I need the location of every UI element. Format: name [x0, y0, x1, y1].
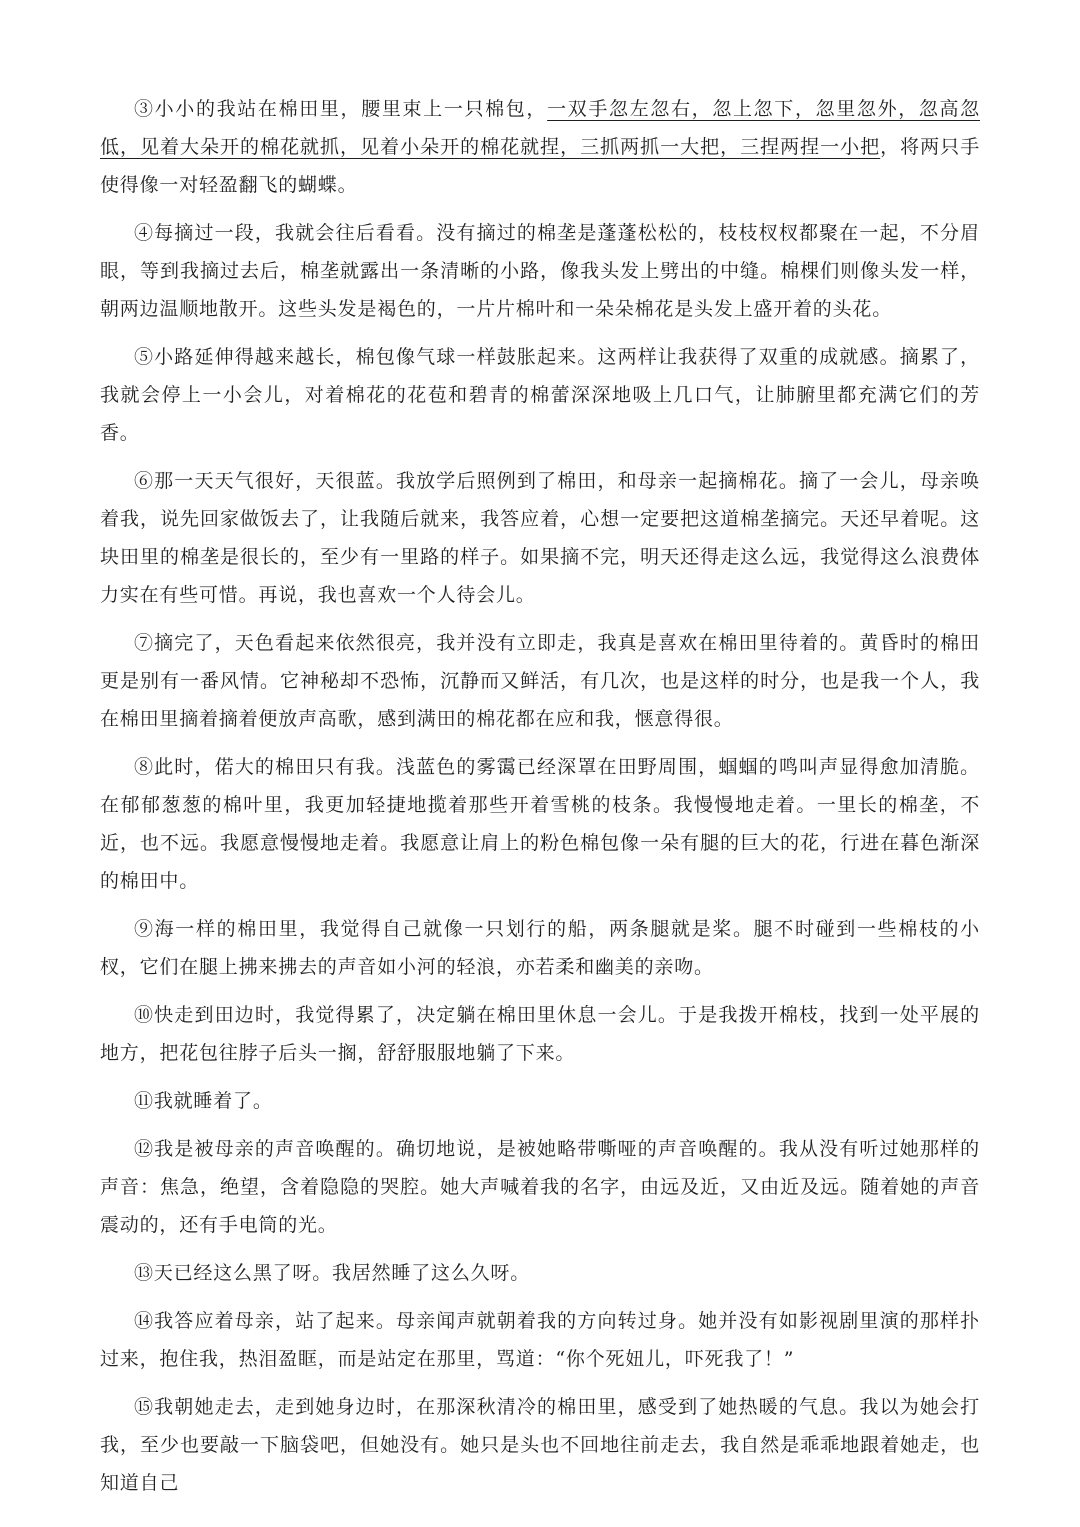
paragraph-number: ⑥ [134, 470, 155, 492]
paragraph-number: ⑭ [134, 1310, 155, 1332]
paragraph-14 [100, 1302, 980, 1378]
paragraph-text: 我答应着母亲，站了起来。母亲闻声就朝着我的方向转过身。她并没有如影视剧里演的那样扑过来，抱住我，热泪盈眶，而是站定在那里，骂道：“你个死妞儿，吓死我了！” [100, 1310, 980, 1370]
paragraph-12 [100, 1130, 980, 1244]
paragraph-text: 我朝她走去，走到她身边时，在那深秋清冷的棉田里，感受到了她热暖的气息。我以为她会打我，至少也要敲一下脑袋吧，但她没有。她只是头也不回地往前走去，我自然是乖乖地跟着她走，也知道自己 [100, 1396, 980, 1494]
paragraph-number: ⑬ [134, 1262, 154, 1284]
paragraph-number: ⑮ [134, 1396, 155, 1418]
paragraph-15 [100, 1388, 980, 1502]
paragraph-text: 小路延伸得越来越长，棉包像气球一样鼓胀起来。这两样让我获得了双重的成就感。摘累了，我就会停上一小会儿，对着棉花的花苞和碧青的棉蕾深深地吸上几口气，让肺腑里都充满它们的芳香。 [100, 346, 980, 444]
paragraph-13 [100, 1254, 980, 1292]
underlined-sentence: 一双手忽左忽右，忽上忽下，忽里忽外，忽高忽低，见着大朵开的棉花就抓，见着小朵开的棉花就捏，三抓两抓一大把，三捏两捏一小把 [100, 98, 980, 158]
paragraph-number: ⑧ [134, 756, 155, 778]
paragraph-number: ④ [134, 222, 155, 244]
paragraph-number: ③ [134, 98, 155, 120]
paragraph-text: 我就睡着了。 [153, 1090, 273, 1112]
paragraph-text: 快走到田边时，我觉得累了，决定躺在棉田里休息一会儿。于是我拨开棉枝，找到一处平展的地方，把花包往脖子后头一搁，舒舒服服地躺了下来。 [100, 1004, 980, 1064]
paragraph-11 [100, 1082, 980, 1120]
paragraph-number: ⑦ [134, 632, 155, 654]
paragraph-text: 小小的我站在棉田里，腰里束上一只棉包， [154, 98, 548, 120]
paragraph-number: ⑩ [134, 1004, 155, 1026]
paragraph-text: ，将两只手使得像一对轻盈翻飞的蝴蝶。 [100, 136, 980, 196]
paragraph-4 [100, 214, 980, 328]
paragraph-6 [100, 462, 980, 614]
paragraph-text: 此时，偌大的棉田只有我。浅蓝色的雾霭已经深罩在田野周围，蝈蝈的鸣叫声显得愈加清脆。在郁郁葱葱的棉叶里，我更加轻捷地揽着那些开着雪桃的枝条。我慢慢地走着。一里长的棉垄，不近，也不远。我愿意慢慢地走着。我愿意让肩上的粉色棉包像一朵有腿的巨大的花，行进在暮色渐深的棉田中。 [100, 756, 980, 892]
paragraph-7 [100, 624, 980, 738]
paragraph-text: 天已经这么黑了呀。我居然睡了这么久呀。 [153, 1262, 531, 1284]
paragraph-8 [100, 748, 980, 900]
paragraph-3 [100, 90, 980, 204]
paragraph-10 [100, 996, 980, 1072]
paragraph-number: ⑤ [134, 346, 155, 368]
paragraph-text: 摘完了，天色看起来依然很亮，我并没有立即走，我真是喜欢在棉田里待着的。黄昏时的棉田更是别有一番风情。它神秘却不恐怖，沉静而又鲜活，有几次，也是这样的时分，也是我一个人，我在棉田里摘着摘着便放声高歌，感到满田的棉花都在应和我，惬意得很。 [100, 632, 980, 730]
paragraph-number: ⑨ [134, 918, 155, 940]
article-body [100, 90, 980, 1512]
paragraph-5 [100, 338, 980, 452]
paragraph-number: ⑪ [134, 1090, 154, 1112]
paragraph-text: 海一样的棉田里，我觉得自己就像一只划行的船，两条腿就是桨。腿不时碰到一些棉枝的小杈，它们在腿上拂来拂去的声音如小河的轻浪，亦若柔和幽美的亲吻。 [100, 918, 980, 978]
paragraph-text: 我是被母亲的声音唤醒的。确切地说，是被她略带嘶哑的声音唤醒的。我从没有听过她那样的声音：焦急，绝望，含着隐隐的哭腔。她大声喊着我的名字，由远及近，又由近及远。随着她的声音震动的，还有手电筒的光。 [100, 1138, 980, 1236]
paragraph-text: 每摘过一段，我就会往后看看。没有摘过的棉垄是蓬蓬松松的，枝枝杈杈都聚在一起，不分眉眼，等到我摘过去后，棉垄就露出一条清晰的小路，像我头发上劈出的中缝。棉棵们则像头发一样，朝两边温顺地散开。这些头发是褐色的，一片片棉叶和一朵朵棉花是头发上盛开着的头花。 [100, 222, 980, 320]
paragraph-text: 那一天天气很好，天很蓝。我放学后照例到了棉田，和母亲一起摘棉花。摘了一会儿，母亲唤着我，说先回家做饭去了，让我随后就来，我答应着，心想一定要把这道棉垄摘完。天还早着呢。这块田里的棉垄是很长的，至少有一里路的样子。如果摘不完，明天还得走这么远，我觉得这么浪费体力实在有些可惜。再说，我也喜欢一个人待会儿。 [100, 470, 980, 606]
paragraph-number: ⑫ [134, 1138, 155, 1160]
paragraph-9 [100, 910, 980, 986]
